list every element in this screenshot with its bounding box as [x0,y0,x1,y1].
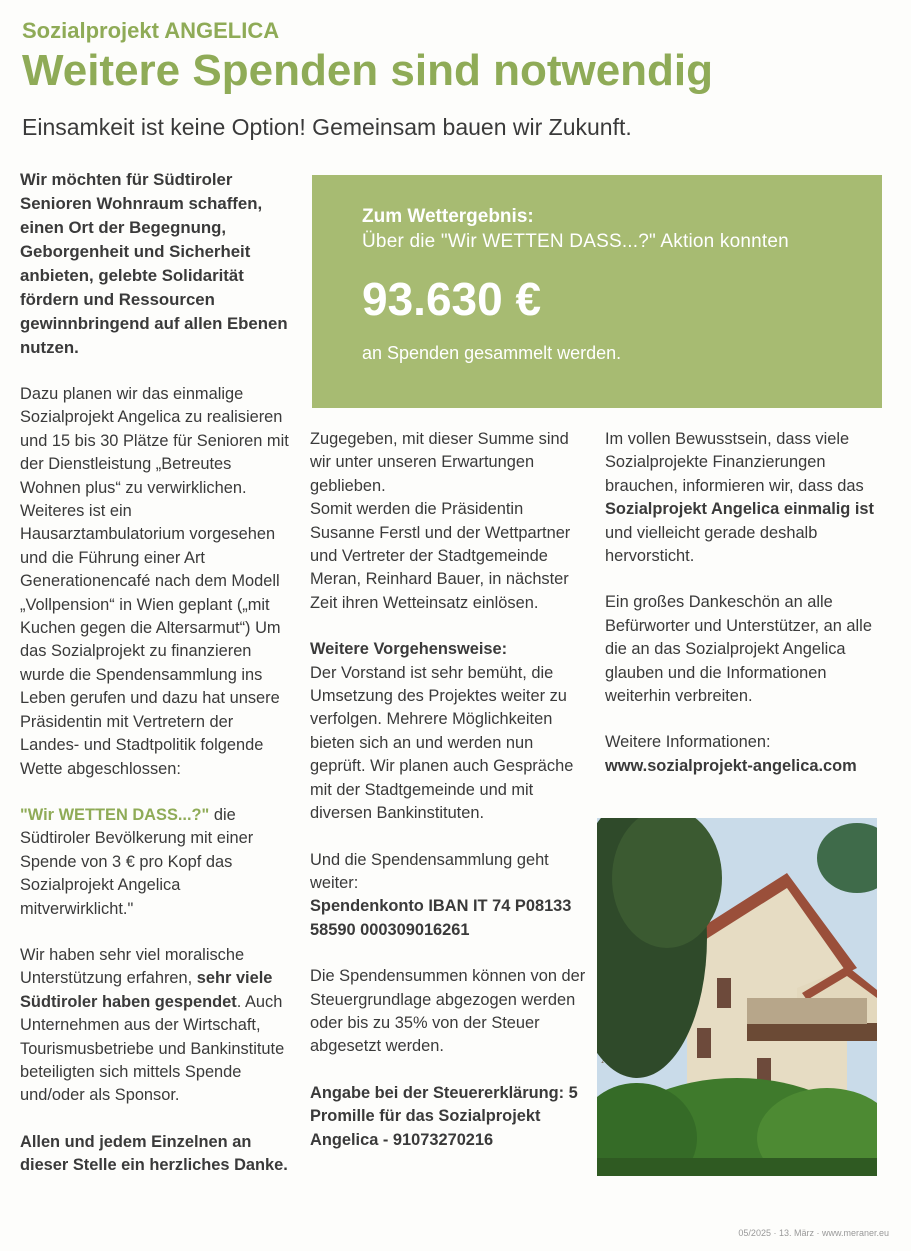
next-steps-heading: Weitere Vorgehensweise: [310,640,508,659]
next-steps-paragraph [310,638,592,825]
tax-declaration-paragraph: Angabe bei der Steuererklärung: 5 Promille für das Sozialprojekt Angelica - 91073270216 [310,1083,578,1149]
expectation-paragraph [310,428,592,615]
intro-paragraph: Wir möchten für Südtiroler Senioren Wohnraum schaffen, einen Ort der Begegnung, Geborgenheit und Sicherheit anbieten, gelebte Solidarität fördern und Ressourcen gewinnbringend auf allen Ebenen nutzen. [20,170,288,357]
result-amount: 93.630 € [362,273,542,325]
unique-text-a: Im vollen Bewusstsein, dass viele Sozialprojekte Finanzierungen brauchen, informieren wir, dass das [605,430,864,495]
building-photo [597,818,877,1176]
support-paragraph [20,944,292,1108]
support-text-a: Wir haben sehr viel moralische Unterstützung erfahren, [20,945,245,988]
support-text-bold: sehr viele Südtiroler haben gespendet [20,969,273,1011]
tax-deduction-paragraph: Die Spendensummen können von der Steuergrundlage abgezogen werden oder bis zu 35% von der Steuer abgesetzt werden. [310,967,586,1056]
gratitude-paragraph: Ein großes Dankeschön an alle Befürworter und Unterstützer, an alle die an das Sozialprojekt Angelica glauben und die Informationen weiterhin verbreiten. [605,593,872,706]
next-steps-text: Der Vorstand ist sehr bemüht, die Umsetzung des Projektes weiter zu verfolgen. Mehrere Möglichkeiten bieten sich an und werden nun geprüft. Wir planen auch Gespräche mit der Stadtgemeinde und mit diversen Bankinstituten. [310,663,574,823]
subheadline: Einsamkeit ist keine Option! Gemeinsam bauen wir Zukunft. [22,114,632,140]
donation-text: Und die Spendensammlung geht weiter: [310,850,549,892]
column-2 [310,428,592,1175]
footer: 05/2025 · 13. März · www.meraner.eu [738,1228,889,1238]
unique-text-bold: Sozialprojekt Angelica einmalig ist [605,500,874,519]
bet-quote [20,804,292,921]
unique-paragraph [605,428,883,568]
column-3 [605,428,883,801]
donation-paragraph [310,849,592,943]
bet-quote-highlight: "Wir WETTEN DASS...?" [20,805,210,824]
kicker: Sozialprojekt ANGELICA [22,18,280,43]
info-label: Weitere Informationen: [605,733,771,752]
result-line: Über die "Wir WETTEN DASS...?" Aktion konnten [362,231,789,252]
info-paragraph [605,731,883,778]
headline: Weitere Spenden sind notwendig [22,46,714,95]
bet-redeem-text: Somit werden die Präsidentin Susanne Ferstl und der Wettpartner und Vertreter der Stadtgemeinde Meran, Reinhard Bauer, in nächster Zeit ihren Wetteinsatz einlösen. [310,500,571,612]
website-link[interactable]: www.sozialprojekt-angelica.com [605,756,857,775]
thanks-paragraph: Allen und jedem Einzelnen an dieser Stelle ein herzliches Danke. [20,1132,288,1175]
expectation-text: Zugegeben, mit dieser Summe sind wir unter unseren Erwartungen geblieben. [310,430,569,495]
result-line-2: an Spenden gesammelt werden. [362,343,622,363]
bet-quote-text: die Südtiroler Bevölkerung mit einer Spende von 3 € pro Kopf das Sozialprojekt Angelica mitverwirklicht." [20,805,254,918]
iban-text: Spendenkonto IBAN IT 74 P08133 58590 000309016261 [310,897,572,939]
plan-paragraph: Dazu planen wir das einmalige Sozialprojekt Angelica zu realisieren und 15 bis 30 Plätze für Senioren mit der Dienstleistung „Betreutes Wohnen plus“ zu verwirklichen. Weiteres ist ein Hausarztambulatorium vorgesehen und die Führung einer Art Generationencafé nach dem Modell „Vollpension“ in Wien geplant („mit Kuchen gegen die Altersarmut“) Um das Sozialprojekt zu finanzieren wurde die Spendensammlung ins Leben gerufen und dazu hat unsere Präsidentin mit Vertretern der Landes- und Stadtpolitik folgende Wette abgeschlossen: [20,385,289,778]
unique-text-b: und vielleicht gerade deshalb hervorsticht. [605,523,818,566]
result-box [312,175,882,408]
support-text-b: . Auch Unternehmen aus der Wirtschaft, Tourismusbetriebe und Bankinstitute beteiligten sich mittels Spende und/oder als Sponsor. [20,992,285,1105]
result-heading: Zum Wettergebnis: [362,206,534,227]
column-1 [20,168,292,1201]
